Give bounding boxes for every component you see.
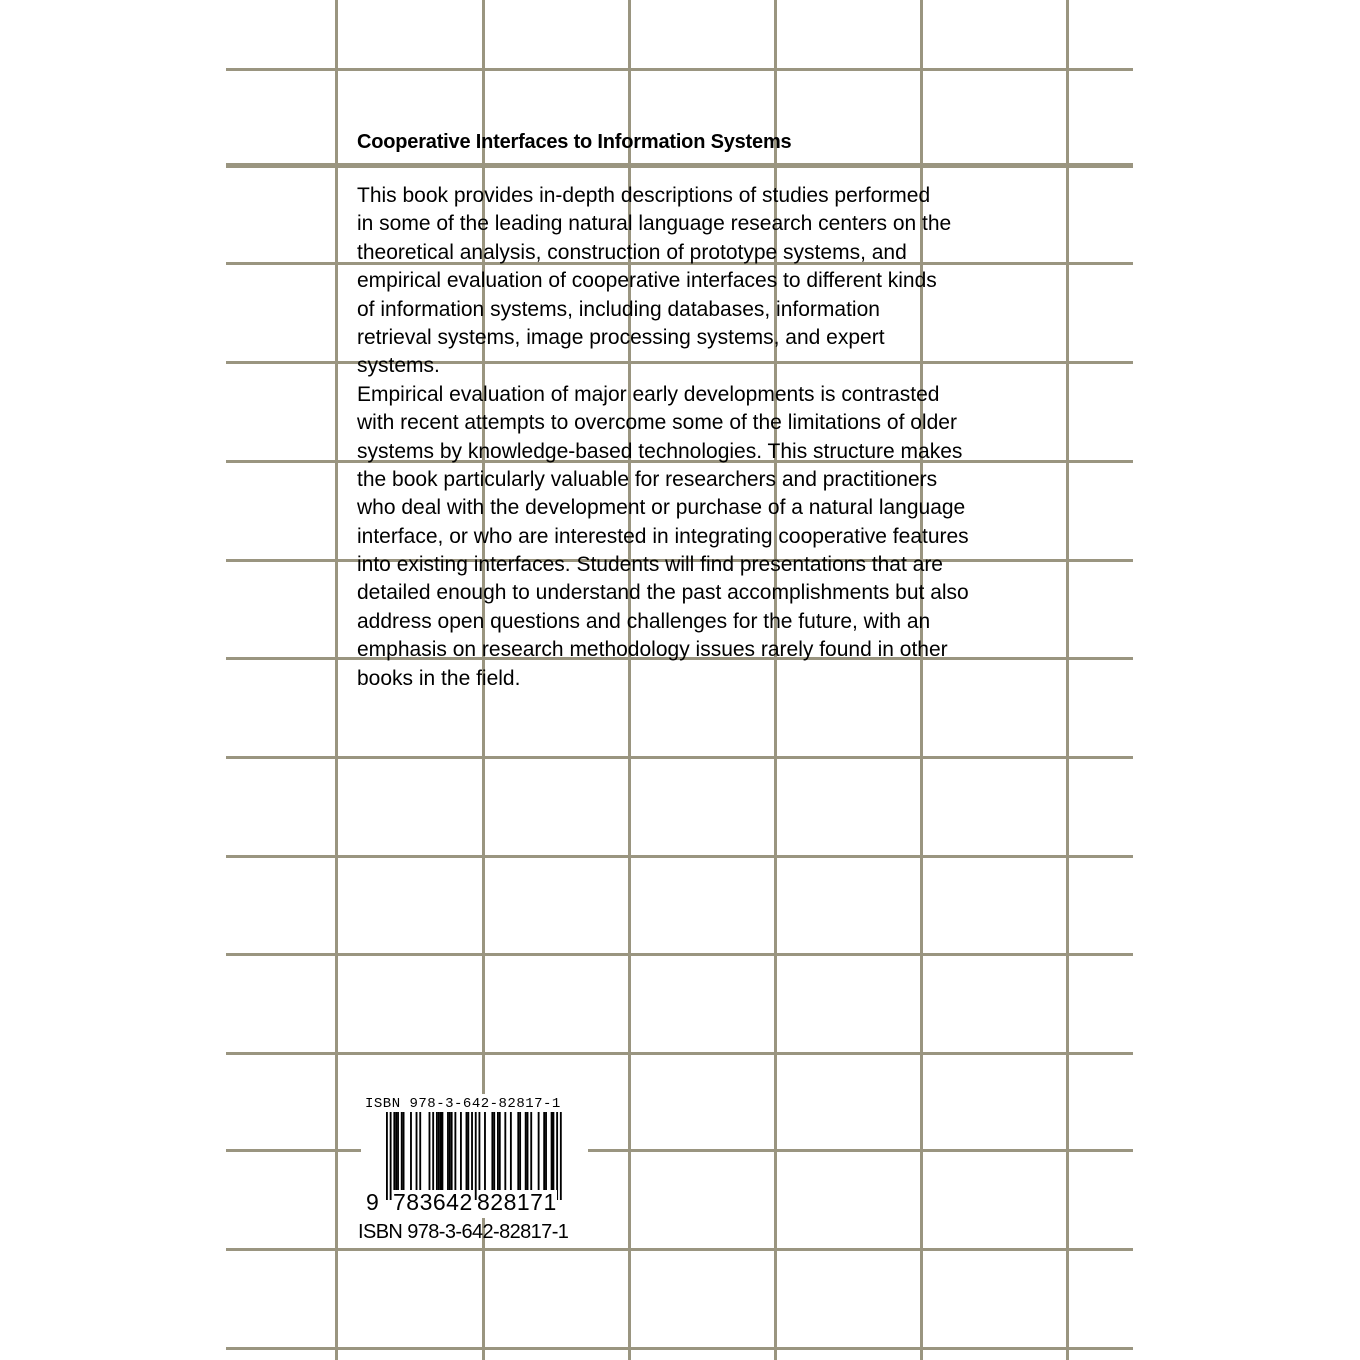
barcode-bar — [460, 1112, 462, 1190]
barcode-bar — [447, 1112, 449, 1190]
description-line: into existing interfaces. Students will find presentations that are — [357, 553, 943, 577]
isbn-top: ISBN 978-3-642-82817-1 — [365, 1096, 561, 1112]
barcode-bar — [393, 1112, 395, 1190]
barcode-bar — [525, 1112, 527, 1190]
barcode-bar — [517, 1112, 519, 1190]
barcode-bar — [475, 1112, 477, 1200]
isbn-bottom: ISBN 978-3-642-82817-1 — [358, 1221, 569, 1243]
barcode-bar — [429, 1112, 431, 1190]
barcode-bar — [471, 1112, 473, 1200]
grid-line — [226, 1248, 1133, 1251]
barcode-bar — [449, 1112, 451, 1190]
barcode-bar — [466, 1112, 468, 1190]
barcode-bar — [436, 1112, 438, 1190]
grid-line — [226, 68, 1133, 71]
barcode-bar — [556, 1112, 558, 1200]
barcode-bar — [497, 1112, 499, 1190]
barcode-bar — [519, 1112, 521, 1190]
barcode-bar — [504, 1112, 506, 1190]
barcode-bar — [454, 1112, 456, 1190]
barcode-bar — [538, 1112, 540, 1190]
grid-line — [335, 0, 338, 1360]
description-line: systems by knowledge-based technologies. This structure makes — [357, 439, 963, 463]
description-line: This book provides in-depth descriptions of studies performed — [357, 184, 931, 207]
barcode-bar — [560, 1112, 562, 1200]
description-line: who deal with the development or purchase of a natural language — [357, 496, 966, 520]
book-description — [357, 182, 969, 693]
barcode-bar — [410, 1112, 412, 1190]
barcode-bar — [543, 1112, 545, 1190]
barcode-bar — [438, 1112, 440, 1190]
barcode-bar — [491, 1112, 493, 1190]
description-line: detailed enough to understand the past accomplishments but also — [357, 581, 969, 605]
description-line: theoretical analysis, construction of prototype systems, and — [357, 240, 907, 264]
barcode-first-digit: 9 — [366, 1189, 379, 1215]
barcode-bar — [493, 1112, 495, 1190]
barcode-bar — [386, 1112, 388, 1200]
barcode-bar — [432, 1112, 434, 1190]
barcode-bar — [499, 1112, 501, 1190]
grid-line — [226, 855, 1133, 858]
barcode-bar — [530, 1112, 532, 1190]
book-title: Cooperative Interfaces to Information Systems — [357, 131, 792, 153]
barcode-bar — [390, 1112, 392, 1200]
barcode-bar — [551, 1112, 553, 1190]
grid-line — [226, 953, 1133, 956]
barcode-bar — [479, 1112, 481, 1190]
barcode-bar — [553, 1112, 555, 1190]
description-line: in some of the leading natural language research centers on the — [357, 212, 952, 236]
barcode-bar — [416, 1112, 418, 1190]
grid-line — [1066, 0, 1069, 1360]
barcode-bar — [419, 1112, 421, 1190]
barcode-bar — [527, 1112, 529, 1190]
barcode-bar — [403, 1112, 405, 1190]
barcode-bar — [440, 1112, 442, 1190]
barcode-bar — [442, 1112, 444, 1190]
description-line: empirical evaluation of cooperative interfaces to different kinds — [357, 269, 937, 293]
barcode-bar — [397, 1112, 399, 1190]
barcode-bar — [401, 1112, 403, 1190]
barcode-bar — [451, 1112, 453, 1190]
grid-line — [226, 1052, 1133, 1055]
description-line: emphasis on research methodology issues rarely found in other — [357, 638, 948, 662]
grid-line — [226, 756, 1133, 759]
description-line: books in the field. — [357, 666, 521, 690]
barcode-bar — [467, 1112, 469, 1190]
description-line: interface, or who are interested in integrating cooperative features — [357, 524, 969, 548]
barcode-bar — [545, 1112, 547, 1190]
description-line: Empirical evaluation of major early developments is contrasted — [357, 382, 940, 406]
barcode-bar — [510, 1112, 512, 1190]
description-line: the book particularly valuable for researchers and practitioners — [357, 467, 938, 491]
grid-line — [226, 1347, 1133, 1350]
barcode-bar — [484, 1112, 486, 1190]
description-line: with recent attempts to overcome some of the limitations of older — [357, 411, 957, 435]
barcode-right-digits: 828171 — [477, 1189, 557, 1215]
barcode-bar — [395, 1112, 397, 1190]
description-line: address open questions and challenges for the future, with an — [357, 609, 931, 633]
description-line: of information systems, including databases, information — [357, 297, 880, 321]
title-rule — [226, 163, 1133, 168]
barcode-left-digits: 783642 — [393, 1189, 473, 1215]
description-line: retrieval systems, image processing systems, and expert — [357, 325, 885, 349]
description-line: systems. — [357, 354, 440, 378]
